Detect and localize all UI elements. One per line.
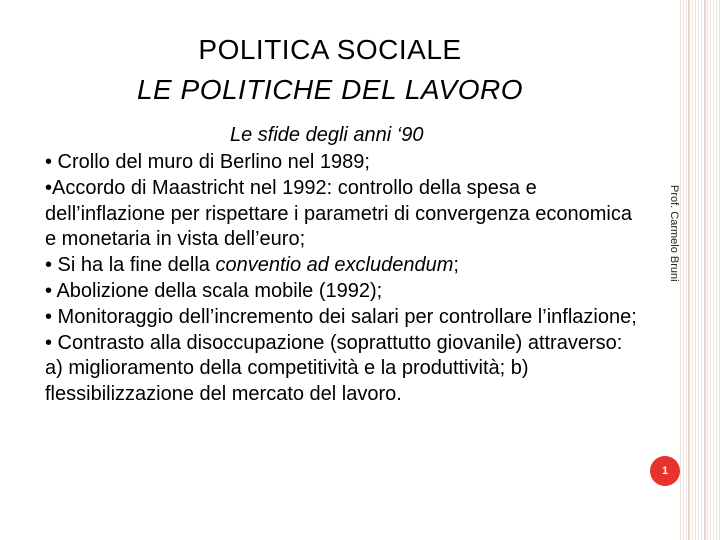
section-heading: Le sfide degli anni ‘90: [230, 124, 424, 146]
bullet-item: • Crollo del muro di Berlino nel 1989;: [45, 151, 370, 173]
bullet-item: • Si ha la fine della conventio ad excludendum;: [45, 254, 459, 277]
author-label: Prof. Carmelo Bruni: [668, 185, 680, 282]
bullet-item: • Monitoraggio dell’incremento dei salari per controllare l’inflazione;: [45, 305, 637, 328]
decorative-stripes: [680, 0, 720, 540]
latin-phrase: conventio ad excludendum: [215, 254, 454, 277]
bullet-list: [45, 150, 645, 408]
page-number-badge: 1: [650, 456, 680, 486]
bullet-item: • Abolizione della scala mobile (1992);: [45, 279, 383, 302]
slide-subtitle-title: LE POLITICHE DEL LAVORO: [136, 74, 523, 105]
decorative-stripe-line: [704, 0, 706, 540]
decorative-stripe-line: [688, 0, 690, 540]
bullet-item: •Accordo di Maastricht nel 1992: controllo della spesa e dell’inflazione per rispettare i parametri di convergenza economica e monetaria in vista dell’euro;: [45, 176, 632, 251]
bullet-item: • Contrasto alla disoccupazione (soprattutto giovanile) attraverso: a) miglioramento della competitività e la produttività; b) flessibilizzazione del mercato del lavoro.: [45, 331, 623, 406]
slide-title: POLITICA SOCIALE: [198, 34, 462, 65]
